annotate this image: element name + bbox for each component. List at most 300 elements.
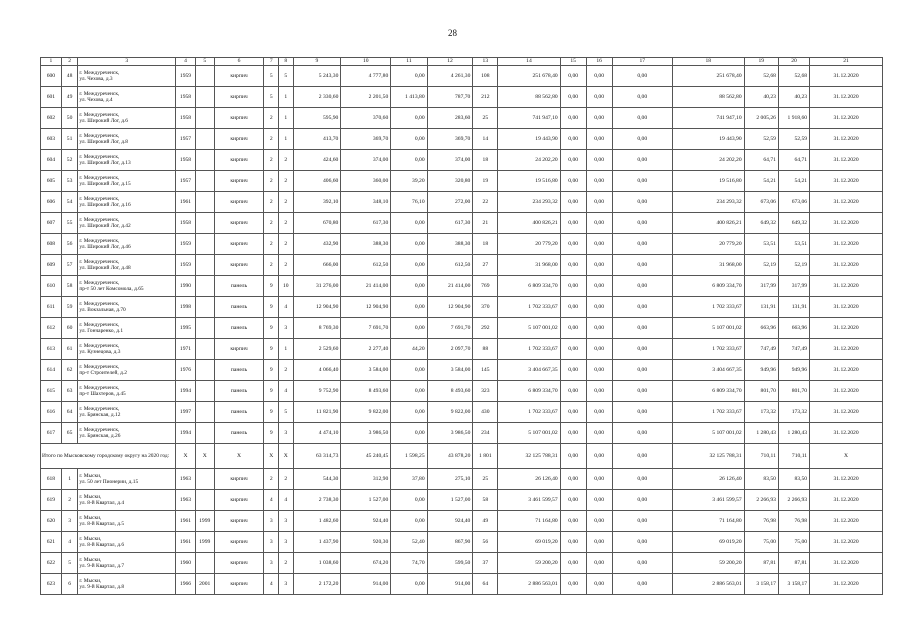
table-cell: 5 107 001,02	[672, 318, 744, 339]
table-cell: 0,00	[560, 297, 586, 318]
table-cell: 4	[279, 297, 294, 318]
table-cell: 392,10	[293, 192, 341, 213]
table-cell: 31.12.2020	[810, 402, 883, 423]
table-cell: 674,20	[341, 553, 391, 574]
table-cell: панель	[214, 423, 264, 444]
table-cell: 50	[61, 108, 78, 129]
table-cell: 0,00	[612, 297, 672, 318]
total-cell: X	[214, 444, 264, 469]
table-cell: 0,00	[560, 171, 586, 192]
table-cell: 0,00	[586, 402, 612, 423]
table-cell: 0,00	[586, 108, 612, 129]
total-cell: 32 125 788,31	[498, 444, 560, 469]
table-cell: 0,00	[586, 255, 612, 276]
table-cell: 56	[473, 532, 498, 553]
table-cell: панель	[214, 276, 264, 297]
table-cell: 5	[264, 66, 279, 87]
table-cell: 31.12.2020	[810, 511, 883, 532]
total-cell: 63 314,73	[293, 444, 341, 469]
table-row	[41, 574, 883, 595]
table-cell: 0,00	[391, 66, 427, 87]
table-cell: 8 769,30	[293, 318, 341, 339]
table-cell: 31.12.2020	[810, 532, 883, 553]
table-cell: 53	[61, 171, 78, 192]
table-cell: 609	[41, 255, 62, 276]
table-cell: 3 584,00	[427, 360, 473, 381]
table-cell: 19 516,80	[672, 171, 744, 192]
table-cell: 0,00	[586, 574, 612, 595]
table-cell: 2 172,20	[293, 574, 341, 595]
table-cell: 602	[41, 108, 62, 129]
table-cell: 0,00	[391, 490, 427, 511]
table-cell: 3	[264, 553, 279, 574]
table-cell: 0,00	[612, 87, 672, 108]
column-number-cell: 10	[341, 58, 391, 66]
table-cell: 2	[264, 171, 279, 192]
table-cell: 1 702 333,67	[498, 339, 560, 360]
table-cell: 0,00	[586, 381, 612, 402]
table-cell: 663,96	[744, 318, 778, 339]
table-cell: 0,00	[612, 108, 672, 129]
table-cell: 0,00	[612, 381, 672, 402]
table-cell: 1 280,43	[778, 423, 809, 444]
page-number: 28	[448, 28, 457, 38]
table-cell: 87,81	[744, 553, 778, 574]
housing-register-table	[40, 57, 883, 595]
table-cell: 649,32	[778, 213, 809, 234]
table-cell: 1990	[176, 276, 196, 297]
table-cell: 87,81	[778, 553, 809, 574]
column-number-cell: 14	[498, 58, 560, 66]
table-cell: 0,00	[612, 532, 672, 553]
table-cell: 348,10	[341, 192, 391, 213]
table-cell: 406,60	[293, 171, 341, 192]
table-cell: 612,50	[427, 255, 473, 276]
table-cell: 5	[264, 87, 279, 108]
table-cell: 0,00	[612, 255, 672, 276]
table-cell: 12 904,90	[293, 297, 341, 318]
column-number-cell: 5	[195, 58, 214, 66]
table-cell: 64	[473, 574, 498, 595]
table-cell: 31.12.2020	[810, 255, 883, 276]
table-cell: 31 276,00	[293, 276, 341, 297]
table-cell: 9	[264, 318, 279, 339]
table-cell: 1 482,60	[293, 511, 341, 532]
table-cell: 612	[41, 318, 62, 339]
table-cell: 4	[264, 574, 279, 595]
address-cell: г. Междуреченск, ул. Широкий Лог, д.8	[78, 129, 176, 150]
total-cell: X	[279, 444, 294, 469]
table-cell: 673,06	[778, 192, 809, 213]
table-row	[41, 66, 883, 87]
table-row	[41, 192, 883, 213]
table-cell: 747,49	[744, 339, 778, 360]
table-cell: 31 968,00	[498, 255, 560, 276]
table-cell: 9	[264, 339, 279, 360]
table-cell: 619	[41, 490, 62, 511]
table-cell: 1 702 333,67	[498, 402, 560, 423]
table-cell: 2	[264, 108, 279, 129]
table-cell: 370,60	[341, 108, 391, 129]
table-cell: 424,60	[293, 150, 341, 171]
table-cell: 388,30	[341, 234, 391, 255]
table-cell: 1994	[176, 381, 196, 402]
table-cell	[195, 423, 214, 444]
table-cell	[195, 171, 214, 192]
table-cell: 52,19	[778, 255, 809, 276]
table-cell: 3 404 667,35	[498, 360, 560, 381]
table-cell: панель	[214, 318, 264, 339]
table-cell: 400 826,21	[498, 213, 560, 234]
table-cell: 21	[473, 213, 498, 234]
table-cell: 924,40	[427, 511, 473, 532]
table-cell: 65	[61, 423, 78, 444]
table-cell	[195, 469, 214, 490]
table-cell: 40,23	[778, 87, 809, 108]
table-cell: 31.12.2020	[810, 339, 883, 360]
table-cell: 0,00	[391, 213, 427, 234]
table-cell: 801,70	[778, 381, 809, 402]
table-cell: 31.12.2020	[810, 381, 883, 402]
address-cell: г. Междуреченск, пр-т 50 лет Комсомола, д.65	[78, 276, 176, 297]
table-cell	[195, 87, 214, 108]
table-cell: 620	[41, 511, 62, 532]
table-cell: кирпич	[214, 574, 264, 595]
address-cell: г. Междуреченск, ул. Кузнецова, д.3	[78, 339, 176, 360]
table-row	[41, 276, 883, 297]
table-cell: 0,00	[612, 318, 672, 339]
table-cell: 3 404 667,35	[672, 360, 744, 381]
table-cell: панель	[214, 402, 264, 423]
table-cell: 6 809 334,70	[672, 276, 744, 297]
table-cell: 1	[279, 87, 294, 108]
table-cell: 1957	[176, 129, 196, 150]
table-cell: 0,00	[586, 87, 612, 108]
table-row	[41, 234, 883, 255]
table-cell: кирпич	[214, 490, 264, 511]
table-cell: 0,00	[612, 553, 672, 574]
table-cell: 272,00	[427, 192, 473, 213]
table-cell: 49	[473, 511, 498, 532]
table-cell: 9 822,00	[427, 402, 473, 423]
table-row	[41, 213, 883, 234]
table-cell: 741 947,10	[672, 108, 744, 129]
table-cell: 31.12.2020	[810, 490, 883, 511]
table-cell: 1966	[176, 574, 196, 595]
table-cell: 54,21	[744, 171, 778, 192]
column-number-cell: 7	[264, 58, 279, 66]
table-cell: 0,00	[586, 234, 612, 255]
table-cell: 12 904,90	[427, 297, 473, 318]
table-cell: 0,00	[560, 511, 586, 532]
table-cell: 0,00	[612, 276, 672, 297]
table-cell: 4	[279, 381, 294, 402]
total-cell: 0,00	[560, 444, 586, 469]
table-cell: 1	[279, 108, 294, 129]
table-row	[41, 87, 883, 108]
table-row	[41, 490, 883, 511]
table-cell: 400 826,21	[672, 213, 744, 234]
table-cell: кирпич	[214, 150, 264, 171]
total-cell: X	[810, 444, 883, 469]
address-cell: г. Мыски, ул. 8-й Квартал, д.5	[78, 511, 176, 532]
table-cell: 20 779,20	[498, 234, 560, 255]
total-cell: 1 598,25	[391, 444, 427, 469]
table-cell: 19 443,90	[498, 129, 560, 150]
table-cell: 621	[41, 532, 62, 553]
table-cell: 5	[279, 66, 294, 87]
table-cell: 31.12.2020	[810, 234, 883, 255]
table-cell: 0,00	[612, 234, 672, 255]
total-cell: X	[264, 444, 279, 469]
table-cell: 283,60	[427, 108, 473, 129]
table-row	[41, 150, 883, 171]
total-row	[41, 444, 883, 469]
table-cell: 5	[279, 402, 294, 423]
table-cell: 608	[41, 234, 62, 255]
table-cell: 2	[264, 469, 279, 490]
table-row	[41, 402, 883, 423]
table-cell: 1960	[176, 553, 196, 574]
total-cell: 45 240,45	[341, 444, 391, 469]
address-cell: г. Междуреченск, ул. Широкий Лог, д.15	[78, 171, 176, 192]
table-cell: 2	[279, 360, 294, 381]
table-cell: 0,00	[560, 150, 586, 171]
table-cell: 31.12.2020	[810, 150, 883, 171]
table-cell: 605	[41, 171, 62, 192]
table-cell: 3	[264, 511, 279, 532]
table-cell: 2001	[195, 574, 214, 595]
address-cell: г. Мыски, ул. 9-й Квартал, д.7	[78, 553, 176, 574]
total-cell: X	[176, 444, 196, 469]
table-cell: 1959	[176, 66, 196, 87]
column-number-cell: 1	[41, 58, 62, 66]
table-row	[41, 255, 883, 276]
table-cell: 3	[279, 318, 294, 339]
table-cell: 1961	[176, 192, 196, 213]
table-cell: 920,30	[341, 532, 391, 553]
table-cell: 108	[473, 66, 498, 87]
table-cell: 3	[279, 423, 294, 444]
table-row	[41, 381, 883, 402]
table-cell: 1976	[176, 360, 196, 381]
table-cell: кирпич	[214, 511, 264, 532]
table-cell: панель	[214, 297, 264, 318]
table-cell: 610	[41, 276, 62, 297]
table-cell: 0,00	[560, 87, 586, 108]
table-cell: 69 019,20	[498, 532, 560, 553]
table-cell: 0,00	[560, 234, 586, 255]
table-cell: 0,00	[612, 339, 672, 360]
address-cell: г. Междуреченск, ул. Широкий Лог, д.6	[78, 108, 176, 129]
column-number-cell: 15	[560, 58, 586, 66]
table-cell: 75,00	[744, 532, 778, 553]
table-cell: 145	[473, 360, 498, 381]
table-cell: 88	[473, 339, 498, 360]
table-cell: 1 702 333,67	[672, 402, 744, 423]
table-cell: 234 293,32	[672, 192, 744, 213]
table-cell: 0,00	[560, 574, 586, 595]
table-cell: 88 562,80	[498, 87, 560, 108]
table-cell: 0,00	[391, 318, 427, 339]
table-cell: кирпич	[214, 171, 264, 192]
table-cell: 2 266,93	[744, 490, 778, 511]
table-cell: 6 809 334,70	[498, 381, 560, 402]
table-cell: 0,00	[560, 469, 586, 490]
table-cell: 0,00	[560, 532, 586, 553]
table-cell: 48	[61, 66, 78, 87]
table-cell: 1963	[176, 469, 196, 490]
table-cell: 1958	[176, 108, 196, 129]
address-cell: г. Мыски, ул. 9-й Квартал, д.8	[78, 574, 176, 595]
table-cell: 2 330,60	[293, 87, 341, 108]
table-cell	[195, 553, 214, 574]
table-cell: 0,00	[586, 171, 612, 192]
table-cell: 56	[61, 234, 78, 255]
address-cell: г. Междуреченск, ул. Широкий Лог, д.13	[78, 150, 176, 171]
table-cell: 0,00	[612, 490, 672, 511]
address-cell: г. Междуреченск, ул. Брянская, д.26	[78, 423, 176, 444]
address-cell: г. Междуреченск, ул. Гончаренко, д.1	[78, 318, 176, 339]
table-cell: 6 809 334,70	[672, 381, 744, 402]
total-cell: 710,11	[744, 444, 778, 469]
column-number-row	[41, 58, 883, 66]
table-cell: 83,50	[778, 469, 809, 490]
table-cell: 2	[279, 255, 294, 276]
column-number-cell: 19	[744, 58, 778, 66]
table-cell: 0,00	[391, 108, 427, 129]
table-cell: 614	[41, 360, 62, 381]
table-cell: 21 414,00	[427, 276, 473, 297]
table-cell: 0,00	[612, 402, 672, 423]
table-cell: 0,00	[391, 574, 427, 595]
table-cell: 12 904,90	[341, 297, 391, 318]
table-cell: 0,00	[560, 490, 586, 511]
table-cell: 31.12.2020	[810, 574, 883, 595]
table-cell: 369,70	[341, 129, 391, 150]
table-cell: 616	[41, 402, 62, 423]
table-cell: 0,00	[560, 276, 586, 297]
table-cell: 1959	[176, 234, 196, 255]
table-cell: 24 202,20	[672, 150, 744, 171]
table-cell: 317,99	[778, 276, 809, 297]
table-cell: 22	[473, 192, 498, 213]
table-cell: 10	[279, 276, 294, 297]
table-cell: 607	[41, 213, 62, 234]
total-cell: 0,00	[586, 444, 612, 469]
table-cell: 173,32	[744, 402, 778, 423]
table-cell: 603	[41, 129, 62, 150]
table-cell: 0,00	[391, 129, 427, 150]
table-cell: 31.12.2020	[810, 66, 883, 87]
table-cell: 18	[473, 150, 498, 171]
table-cell: 52,40	[391, 532, 427, 553]
table-cell	[195, 150, 214, 171]
table-cell: панель	[214, 360, 264, 381]
table-cell: 0,00	[586, 532, 612, 553]
table-row	[41, 423, 883, 444]
table-cell: 0,00	[391, 423, 427, 444]
table-cell: 173,32	[778, 402, 809, 423]
table-cell: 5 107 001,02	[498, 423, 560, 444]
table-cell: 2	[264, 255, 279, 276]
table-cell: 54	[61, 192, 78, 213]
table-cell: 5 243,30	[293, 66, 341, 87]
table-cell: 2 886 563,01	[498, 574, 560, 595]
table-cell: 5	[61, 553, 78, 574]
address-cell: г. Междуреченск, ул. Широкий Лог, д.42	[78, 213, 176, 234]
table-cell: 374,00	[341, 150, 391, 171]
table-cell: 131,91	[744, 297, 778, 318]
table-cell: 3 986,50	[427, 423, 473, 444]
address-cell: г. Мыски, ул. 50 лет Пионерии, д.15	[78, 469, 176, 490]
table-cell: 61	[61, 339, 78, 360]
column-number-cell: 16	[586, 58, 612, 66]
table-cell: 69 019,20	[672, 532, 744, 553]
table-cell	[195, 213, 214, 234]
table-cell: 1	[279, 339, 294, 360]
table-cell: 75,00	[778, 532, 809, 553]
table-cell: 20 779,20	[672, 234, 744, 255]
table-cell: 663,96	[778, 318, 809, 339]
table-cell: 2	[279, 213, 294, 234]
table-cell: кирпич	[214, 192, 264, 213]
address-cell: г. Междуреченск, ул. Широкий Лог, д.16	[78, 192, 176, 213]
table-cell: 52,19	[744, 255, 778, 276]
table-cell: 31.12.2020	[810, 171, 883, 192]
table-cell: 369,70	[427, 129, 473, 150]
table-cell: 3	[279, 574, 294, 595]
table-cell: 0,00	[586, 129, 612, 150]
table-cell: 1959	[176, 255, 196, 276]
table-cell: 2	[279, 150, 294, 171]
table-cell: 58	[473, 490, 498, 511]
table-cell: 0,00	[586, 339, 612, 360]
table-cell: 2	[264, 234, 279, 255]
table-cell: 787,70	[427, 87, 473, 108]
table-cell: 31.12.2020	[810, 276, 883, 297]
table-cell: 370	[473, 297, 498, 318]
table-cell: 0,00	[612, 192, 672, 213]
total-cell: 0,00	[612, 444, 672, 469]
table-cell: 388,30	[427, 234, 473, 255]
table-cell: 801,70	[744, 381, 778, 402]
table-cell: 0,00	[586, 66, 612, 87]
column-number-cell: 11	[391, 58, 427, 66]
table-cell: 4	[264, 490, 279, 511]
table-cell: 6	[61, 574, 78, 595]
table-cell: 0,00	[586, 150, 612, 171]
table-row	[41, 532, 883, 553]
table-cell: 4 261,30	[427, 66, 473, 87]
table-cell: 4	[279, 490, 294, 511]
table-cell: 4 474,10	[293, 423, 341, 444]
table-cell: 1958	[176, 150, 196, 171]
table-cell: 5 107 001,02	[672, 423, 744, 444]
table-cell: 1 280,43	[744, 423, 778, 444]
table-cell: 1 702 333,67	[672, 297, 744, 318]
table-cell: кирпич	[214, 213, 264, 234]
table-cell: 0,00	[560, 402, 586, 423]
table-cell: 3 461 599,57	[672, 490, 744, 511]
table-cell: 3 461 599,57	[498, 490, 560, 511]
table-cell: 52,68	[744, 66, 778, 87]
table-cell: 1 527,00	[427, 490, 473, 511]
table-cell: кирпич	[214, 66, 264, 87]
table-cell: 55	[61, 213, 78, 234]
table-cell: 0,00	[560, 255, 586, 276]
address-cell: г. Мыски, ул. 8-й Квартал, д.4	[78, 490, 176, 511]
